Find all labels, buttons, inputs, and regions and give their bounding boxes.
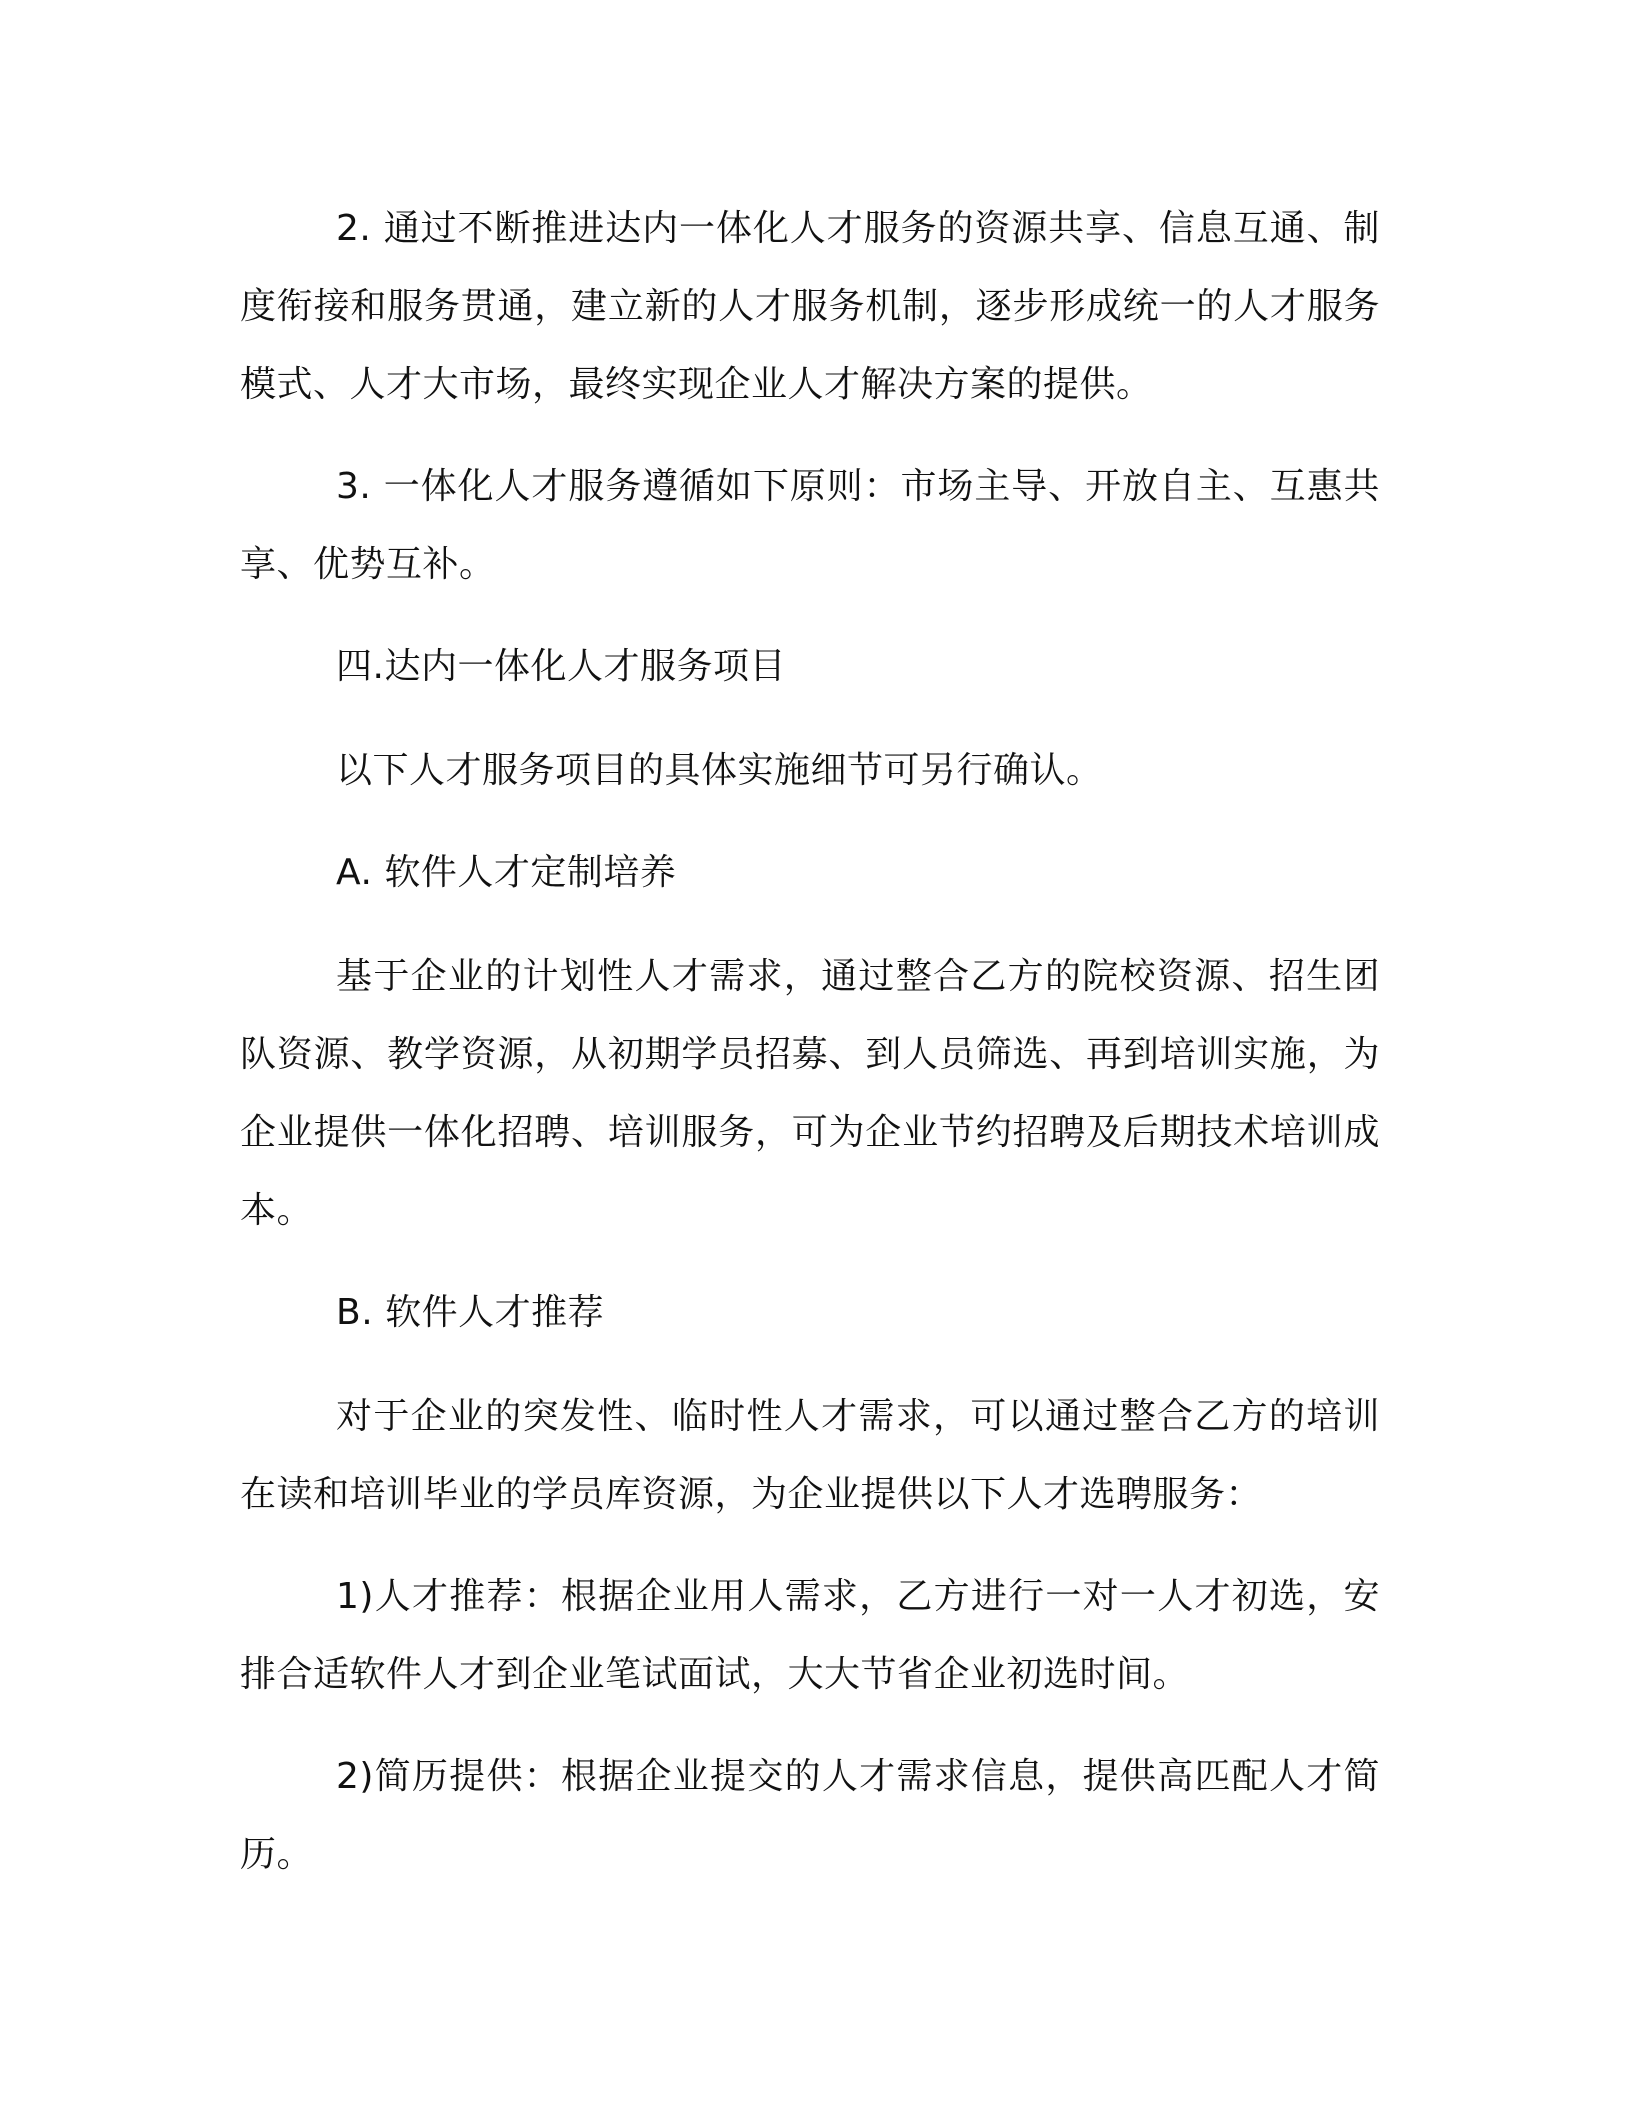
document-body <box>240 190 1380 1918</box>
section-heading-4: 四.达内一体化人才服务项目 <box>336 646 786 687</box>
paragraph-item-3: 3. 一体化人才服务遵循如下原则：市场主导、开放自主、互惠共享、优势互补。 <box>240 466 1380 585</box>
paragraph-a-body: 基于企业的计划性人才需求，通过整合乙方的院校资源、招生团队资源、教学资源，从初期学员招募、到人员筛选、再到培训实施，为企业提供一体化招聘、培训服务，可为企业节约招聘及后期技术培训成本。 <box>240 956 1380 1231</box>
paragraph-item-2: 2. 通过不断推进达内一体化人才服务的资源共享、信息互通、制度衔接和服务贯通，建立新的人才服务机制，逐步形成统一的人才服务模式、人才大市场，最终实现企业人才解决方案的提供。 <box>240 208 1380 405</box>
list-item-1: 1)人才推荐：根据企业用人需求，乙方进行一对一人才初选，安排合适软件人才到企业笔试面试，大大节省企业初选时间。 <box>240 1576 1380 1695</box>
list-item-2: 2)简历提供：根据企业提交的人才需求信息，提供高匹配人才简历。 <box>240 1756 1380 1875</box>
paragraph-b-body: 对于企业的突发性、临时性人才需求，可以通过整合乙方的培训在读和培训毕业的学员库资源，为企业提供以下人才选聘服务： <box>240 1396 1380 1515</box>
section-intro: 以下人才服务项目的具体实施细节可另行确认。 <box>336 750 1103 791</box>
subheading-a: A. 软件人才定制培养 <box>336 852 677 893</box>
subheading-b: B. 软件人才推荐 <box>336 1292 605 1333</box>
